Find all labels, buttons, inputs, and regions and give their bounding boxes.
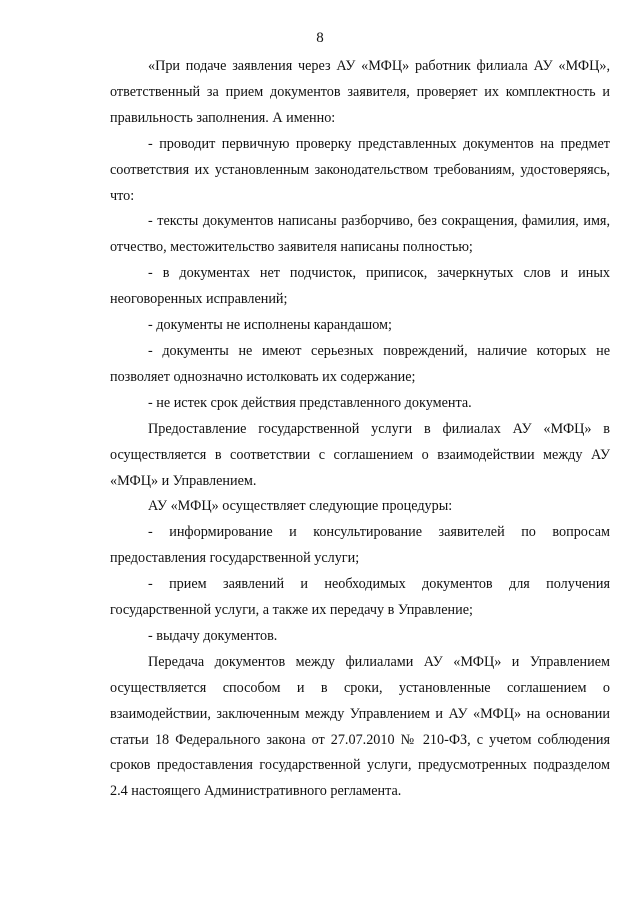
- paragraph-informing: - информирование и консультирование заявителей по вопросам предоставления государственной услуги;: [110, 524, 610, 567]
- page-number: 8: [316, 30, 324, 46]
- paragraph-document-transfer: Передача документов между филиалами АУ «МФЦ» и Управлением осуществляется способом и в сроки, установленные соглашением о взаимодействии, заключенным между Управлением и АУ «МФЦ» на основании статьи 18 Федерального закона от 27.07.2010 № 210-ФЗ, с учетом соблюдения сроков предоставления государственной услуги, предусмотренных подразделом 2.4 настоящего Административного регламента.: [110, 653, 610, 800]
- paragraph-legible-text: - тексты документов написаны разборчиво, без сокращения, фамилия, имя, отчество, местожительство заявителя написаны полностью;: [110, 213, 610, 256]
- paragraph-service-provision: Предоставление государственной услуги в филиалах АУ «МФЦ» в осуществляется в соответствии с соглашением о взаимодействии между АУ «МФЦ» и Управлением.: [110, 420, 610, 489]
- paragraph-accepting: - прием заявлений и необходимых документов для получения государственной услуги, а также их передачу в Управление;: [110, 576, 610, 619]
- paragraph-mfc-intake: «При подаче заявления через АУ «МФЦ» работник филиала АУ «МФЦ», ответственный за прием документов заявителя, проверяет их комплектность и правильность заполнения. А именно:: [110, 58, 610, 126]
- paragraph-no-pencil: - документы не исполнены карандашом;: [148, 317, 392, 334]
- paragraph-issuing: - выдачу документов.: [148, 627, 278, 644]
- paragraph-initial-check: - проводит первичную проверку представленных документов на предмет соответствия их установленным законодательством требованиям, удостоверяясь, что:: [110, 135, 610, 204]
- paragraph-not-expired: - не истек срок действия представленного документа.: [148, 394, 472, 411]
- paragraph-no-damage: - документы не имеют серьезных повреждений, наличие которых не позволяет однозначно истолковать их содержание;: [110, 342, 610, 385]
- document-body: [110, 54, 610, 805]
- paragraph-no-erasures: - в документах нет подчисток, приписок, зачеркнутых слов и иных неоговоренных исправлений;: [110, 265, 610, 308]
- paragraph-procedures-intro: АУ «МФЦ» осуществляет следующие процедуры:: [148, 498, 453, 515]
